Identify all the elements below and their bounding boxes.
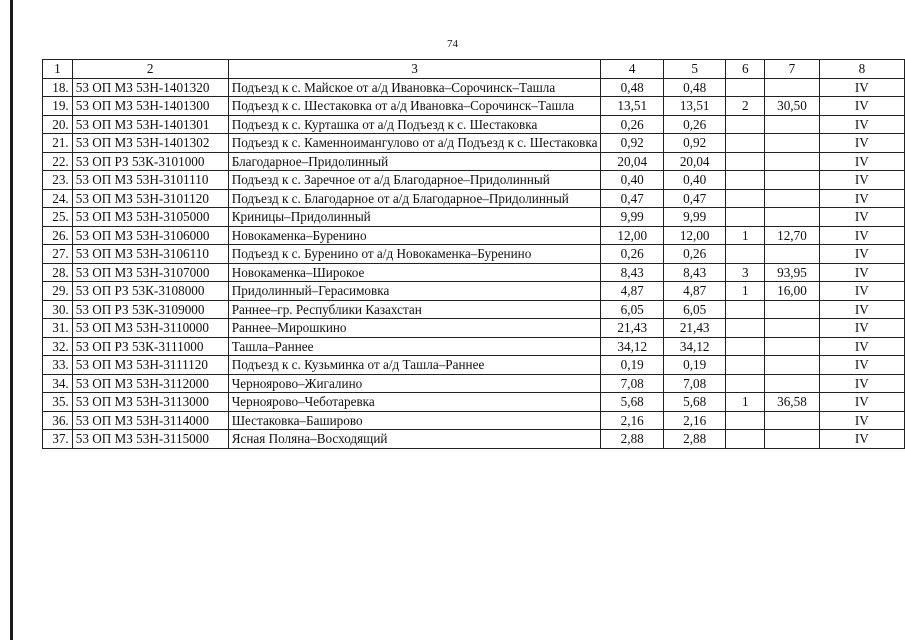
col4-value-cell: 0,48	[601, 78, 663, 97]
col4-value-cell: 0,26	[601, 245, 663, 264]
col5-value-cell: 0,48	[663, 78, 725, 97]
road-code-cell: 53 ОП РЗ 53К-3109000	[72, 300, 228, 319]
col4-value-cell: 20,04	[601, 152, 663, 171]
col5-value-cell: 0,26	[663, 245, 725, 264]
col6-value-cell	[726, 430, 765, 449]
col7-value-cell	[765, 171, 820, 190]
col7-value-cell	[765, 152, 820, 171]
road-name-cell: Раннее–Мирошкино	[228, 319, 601, 338]
col8-value-cell: IV	[819, 78, 904, 97]
row-number-cell: 24.	[43, 189, 73, 208]
col6-value-cell: 3	[726, 263, 765, 282]
row-number-cell: 20.	[43, 115, 73, 134]
road-name-cell: Подъезд к с. Курташка от а/д Подъезд к с. Шестаковка	[228, 115, 601, 134]
road-code-cell: 53 ОП МЗ 53Н-3106110	[72, 245, 228, 264]
col5-value-cell: 4,87	[663, 282, 725, 301]
road-code-cell: 53 ОП МЗ 53Н-3111120	[72, 356, 228, 375]
col8-value-cell: IV	[819, 374, 904, 393]
row-number-cell: 23.	[43, 171, 73, 190]
row-number-cell: 25.	[43, 208, 73, 227]
col6-value-cell	[726, 189, 765, 208]
col4-value-cell: 0,26	[601, 115, 663, 134]
col4-value-cell: 2,16	[601, 411, 663, 430]
table-row	[43, 171, 905, 190]
row-number-cell: 19.	[43, 97, 73, 116]
col7-value-cell: 30,50	[765, 97, 820, 116]
header-col-6: 6	[726, 60, 765, 79]
table-row	[43, 356, 905, 375]
col7-value-cell	[765, 245, 820, 264]
road-code-cell: 53 ОП МЗ 53Н-3113000	[72, 393, 228, 412]
road-code-cell: 53 ОП МЗ 53Н-1401320	[72, 78, 228, 97]
table-row	[43, 393, 905, 412]
road-code-cell: 53 ОП МЗ 53Н-3107000	[72, 263, 228, 282]
header-col-1: 1	[43, 60, 73, 79]
road-name-cell: Подъезд к с. Благодарное от а/д Благодарное–Придолинный	[228, 189, 601, 208]
road-code-cell: 53 ОП МЗ 53Н-3101120	[72, 189, 228, 208]
road-code-cell: 53 ОП РЗ 53К-3108000	[72, 282, 228, 301]
col6-value-cell	[726, 134, 765, 153]
road-name-cell: Подъезд к с. Майское от а/д Ивановка–Сорочинск–Ташла	[228, 78, 601, 97]
col4-value-cell: 9,99	[601, 208, 663, 227]
col5-value-cell: 0,47	[663, 189, 725, 208]
col5-value-cell: 2,16	[663, 411, 725, 430]
col8-value-cell: IV	[819, 115, 904, 134]
col6-value-cell	[726, 411, 765, 430]
col4-value-cell: 0,19	[601, 356, 663, 375]
page-number: 74	[447, 38, 458, 50]
row-number-cell: 35.	[43, 393, 73, 412]
col5-value-cell: 8,43	[663, 263, 725, 282]
table-body	[43, 78, 905, 448]
row-number-cell: 27.	[43, 245, 73, 264]
col7-value-cell	[765, 337, 820, 356]
col7-value-cell	[765, 356, 820, 375]
col6-value-cell: 1	[726, 282, 765, 301]
col4-value-cell: 2,88	[601, 430, 663, 449]
col6-value-cell	[726, 78, 765, 97]
row-number-cell: 34.	[43, 374, 73, 393]
row-number-cell: 28.	[43, 263, 73, 282]
header-col-7: 7	[765, 60, 820, 79]
header-col-5: 5	[663, 60, 725, 79]
col6-value-cell	[726, 374, 765, 393]
col7-value-cell: 12,70	[765, 226, 820, 245]
col7-value-cell	[765, 189, 820, 208]
table-row	[43, 263, 905, 282]
road-name-cell: Новокаменка–Буренино	[228, 226, 601, 245]
col5-value-cell: 12,00	[663, 226, 725, 245]
road-code-cell: 53 ОП МЗ 53Н-3112000	[72, 374, 228, 393]
col8-value-cell: IV	[819, 208, 904, 227]
col7-value-cell	[765, 374, 820, 393]
col6-value-cell: 2	[726, 97, 765, 116]
road-name-cell: Раннее–гр. Республики Казахстан	[228, 300, 601, 319]
col6-value-cell	[726, 171, 765, 190]
header-col-4: 4	[601, 60, 663, 79]
col4-value-cell: 34,12	[601, 337, 663, 356]
col4-value-cell: 4,87	[601, 282, 663, 301]
table-row	[43, 78, 905, 97]
col7-value-cell: 93,95	[765, 263, 820, 282]
road-code-cell: 53 ОП МЗ 53Н-1401301	[72, 115, 228, 134]
road-name-cell: Благодарное–Придолинный	[228, 152, 601, 171]
header-col-2: 2	[72, 60, 228, 79]
road-code-cell: 53 ОП МЗ 53Н-1401300	[72, 97, 228, 116]
col4-value-cell: 7,08	[601, 374, 663, 393]
table-row	[43, 374, 905, 393]
col8-value-cell: IV	[819, 171, 904, 190]
road-code-cell: 53 ОП РЗ 53К-3101000	[72, 152, 228, 171]
col8-value-cell: IV	[819, 152, 904, 171]
road-name-cell: Придолинный–Герасимовка	[228, 282, 601, 301]
col7-value-cell	[765, 411, 820, 430]
road-name-cell: Ясная Поляна–Восходящий	[228, 430, 601, 449]
road-name-cell: Черноярово–Жигалино	[228, 374, 601, 393]
row-number-cell: 22.	[43, 152, 73, 171]
road-name-cell: Подъезд к с. Кузьминка от а/д Ташла–Раннее	[228, 356, 601, 375]
col4-value-cell: 0,40	[601, 171, 663, 190]
col6-value-cell: 1	[726, 393, 765, 412]
table-row	[43, 208, 905, 227]
col4-value-cell: 0,47	[601, 189, 663, 208]
col8-value-cell: IV	[819, 245, 904, 264]
col5-value-cell: 5,68	[663, 393, 725, 412]
col6-value-cell	[726, 152, 765, 171]
road-name-cell: Подъезд к с. Шестаковка от а/д Ивановка–Сорочинск–Ташла	[228, 97, 601, 116]
road-name-cell: Подъезд к с. Каменноимангулово от а/д Подъезд к с. Шестаковка	[228, 134, 601, 153]
col4-value-cell: 21,43	[601, 319, 663, 338]
table-row	[43, 134, 905, 153]
road-code-cell: 53 ОП МЗ 53Н-3110000	[72, 319, 228, 338]
col7-value-cell: 36,58	[765, 393, 820, 412]
row-number-cell: 31.	[43, 319, 73, 338]
roads-table	[42, 59, 905, 449]
col5-value-cell: 20,04	[663, 152, 725, 171]
road-name-cell: Подъезд к с. Буренино от а/д Новокаменка–Буренино	[228, 245, 601, 264]
road-code-cell: 53 ОП МЗ 53Н-3106000	[72, 226, 228, 245]
row-number-cell: 26.	[43, 226, 73, 245]
col8-value-cell: IV	[819, 282, 904, 301]
col5-value-cell: 0,19	[663, 356, 725, 375]
table-row	[43, 411, 905, 430]
road-code-cell: 53 ОП МЗ 53Н-3115000	[72, 430, 228, 449]
table-row	[43, 300, 905, 319]
col6-value-cell	[726, 356, 765, 375]
road-name-cell: Новокаменка–Широкое	[228, 263, 601, 282]
col8-value-cell: IV	[819, 300, 904, 319]
col7-value-cell	[765, 319, 820, 338]
col6-value-cell	[726, 208, 765, 227]
table-row	[43, 319, 905, 338]
row-number-cell: 18.	[43, 78, 73, 97]
col7-value-cell	[765, 208, 820, 227]
col7-value-cell	[765, 115, 820, 134]
col7-value-cell	[765, 134, 820, 153]
road-name-cell: Шестаковка–Баширово	[228, 411, 601, 430]
col6-value-cell	[726, 337, 765, 356]
header-col-8: 8	[819, 60, 904, 79]
col5-value-cell: 0,26	[663, 115, 725, 134]
table-row	[43, 282, 905, 301]
scan-edge	[10, 0, 13, 640]
col6-value-cell	[726, 300, 765, 319]
table-row	[43, 337, 905, 356]
header-row	[43, 60, 905, 79]
table-row	[43, 245, 905, 264]
col6-value-cell: 1	[726, 226, 765, 245]
col6-value-cell	[726, 115, 765, 134]
col8-value-cell: IV	[819, 319, 904, 338]
col8-value-cell: IV	[819, 430, 904, 449]
road-name-cell: Криницы–Придолинный	[228, 208, 601, 227]
road-code-cell: 53 ОП МЗ 53Н-3101110	[72, 171, 228, 190]
road-code-cell: 53 ОП РЗ 53К-3111000	[72, 337, 228, 356]
road-code-cell: 53 ОП МЗ 53Н-3105000	[72, 208, 228, 227]
col6-value-cell	[726, 319, 765, 338]
row-number-cell: 29.	[43, 282, 73, 301]
row-number-cell: 30.	[43, 300, 73, 319]
table-row	[43, 97, 905, 116]
col4-value-cell: 8,43	[601, 263, 663, 282]
col8-value-cell: IV	[819, 393, 904, 412]
col5-value-cell: 0,40	[663, 171, 725, 190]
col8-value-cell: IV	[819, 263, 904, 282]
col5-value-cell: 21,43	[663, 319, 725, 338]
col8-value-cell: IV	[819, 134, 904, 153]
road-name-cell: Черноярово–Чеботаревка	[228, 393, 601, 412]
row-number-cell: 32.	[43, 337, 73, 356]
road-name-cell: Ташла–Раннее	[228, 337, 601, 356]
row-number-cell: 21.	[43, 134, 73, 153]
col8-value-cell: IV	[819, 356, 904, 375]
col7-value-cell	[765, 78, 820, 97]
col4-value-cell: 12,00	[601, 226, 663, 245]
col7-value-cell	[765, 300, 820, 319]
col5-value-cell: 9,99	[663, 208, 725, 227]
row-number-cell: 33.	[43, 356, 73, 375]
table-row	[43, 189, 905, 208]
table-row	[43, 226, 905, 245]
row-number-cell: 36.	[43, 411, 73, 430]
col5-value-cell: 13,51	[663, 97, 725, 116]
road-name-cell: Подъезд к с. Заречное от а/д Благодарное–Придолинный	[228, 171, 601, 190]
col6-value-cell	[726, 245, 765, 264]
col4-value-cell: 5,68	[601, 393, 663, 412]
col4-value-cell: 6,05	[601, 300, 663, 319]
col5-value-cell: 34,12	[663, 337, 725, 356]
table-row	[43, 152, 905, 171]
col7-value-cell: 16,00	[765, 282, 820, 301]
col5-value-cell: 0,92	[663, 134, 725, 153]
table-row	[43, 115, 905, 134]
road-code-cell: 53 ОП МЗ 53Н-1401302	[72, 134, 228, 153]
col5-value-cell: 2,88	[663, 430, 725, 449]
col4-value-cell: 13,51	[601, 97, 663, 116]
col7-value-cell	[765, 430, 820, 449]
col5-value-cell: 6,05	[663, 300, 725, 319]
col8-value-cell: IV	[819, 97, 904, 116]
table-row	[43, 430, 905, 449]
row-number-cell: 37.	[43, 430, 73, 449]
col8-value-cell: IV	[819, 411, 904, 430]
col8-value-cell: IV	[819, 189, 904, 208]
road-code-cell: 53 ОП МЗ 53Н-3114000	[72, 411, 228, 430]
col5-value-cell: 7,08	[663, 374, 725, 393]
header-col-3: 3	[228, 60, 601, 79]
col8-value-cell: IV	[819, 337, 904, 356]
col4-value-cell: 0,92	[601, 134, 663, 153]
col8-value-cell: IV	[819, 226, 904, 245]
